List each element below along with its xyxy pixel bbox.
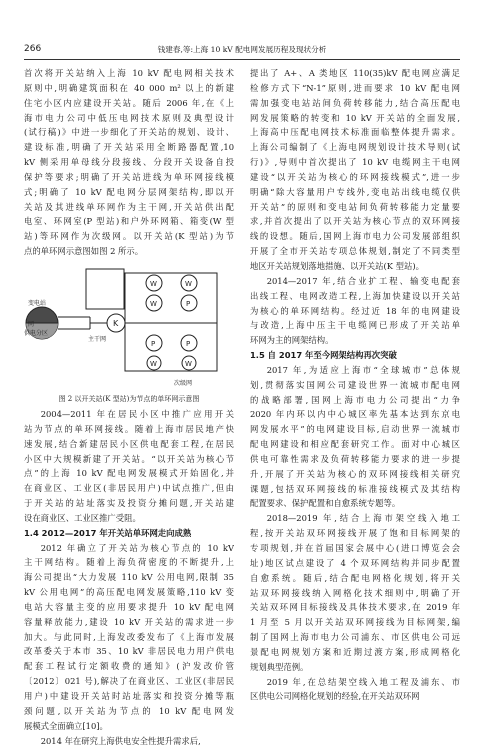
text-line: 配套工程试行定额收费的通知》(沪发改价管 xyxy=(24,661,234,672)
text-line: 1 月至 5 月以开关站双环网接线为目标网架,编 xyxy=(250,617,460,628)
text-line: 容量释放能力,建设 10 kV 开关站的需求进一步 xyxy=(24,616,234,627)
text-line: 检修方式下“N-1”原则,进而要求 10 kV 配电网 xyxy=(250,82,460,93)
label-partition-2: 供电分区 xyxy=(24,329,49,337)
text-line: 2019 年,在总结架空线入地工程及浦东、市 xyxy=(266,676,460,687)
text-line: 式;明确了 10 kV 配电网分层网架结构,即以开 xyxy=(24,186,234,197)
svg-text:W: W xyxy=(150,359,157,368)
paragraph-open-switch-station xyxy=(24,66,234,259)
header-rule xyxy=(24,59,460,60)
text-line: 供电可靠性需求及负荷转移能力要求的进一步提 xyxy=(250,453,460,464)
running-title: 钱建春,等:上海 10 kV 配电网发展历程及现状分析 xyxy=(157,45,327,54)
page-number: 266 xyxy=(24,44,42,54)
text-line: 2004—2011 年在居民小区中推广应用开关 xyxy=(40,408,234,419)
text-line: 自愈系统。随后,结合配电网格化规划,将开关 xyxy=(250,572,460,583)
text-line: 电室、环网室(P 型站)和户外环网箱、箱变(W 型 xyxy=(24,216,234,227)
svg-text:P: P xyxy=(186,299,191,308)
text-line: 提出了 A+、A 类地区 110(35)kV 配电网应满足 xyxy=(250,68,460,78)
text-line: 关站及其进线单环网作为主干网,开关站供出配 xyxy=(24,201,234,212)
w-node-4 xyxy=(147,356,161,370)
p-node-1 xyxy=(181,295,197,311)
text-line: 划,贯彻落实国网公司建设世界一流城市配电网 xyxy=(250,379,460,390)
svg-text:P: P xyxy=(186,339,191,348)
svg-text:W: W xyxy=(150,299,157,308)
w-node-3 xyxy=(146,295,162,311)
running-header xyxy=(24,44,460,58)
text-line: 地区开关站规划落地措施、以开关站(K 型站)。 xyxy=(250,260,424,271)
text-line: 上海高中压配电网技术标准面临整体提升需求。 xyxy=(250,127,460,138)
label-partition-1: 同一 xyxy=(28,320,41,328)
text-line: 在商业区、工业区(非居民用户)中试点推广,但由 xyxy=(24,483,234,494)
text-line: 改革委关于本市 35、10 kV 非居民电力用户供电 xyxy=(24,646,234,657)
text-line: 行)》,导则中首次提出了 10 kV 电缆网主干电网 xyxy=(250,157,460,168)
text-line: 原则中,明确建筑面积在 40 000 m² 以上的新建 xyxy=(24,82,234,93)
text-line: (试行稿)》中进一步细化了开关站的规划、设计、 xyxy=(24,127,234,138)
p-node-2 xyxy=(146,335,162,351)
text-line: 线的设想。随后,国网上海市电力公司发展部组织 xyxy=(250,231,460,242)
paragraph-2012-2017 xyxy=(24,541,234,748)
text-line: 海市电力公司中低压电网技术原则及典型设计 xyxy=(24,112,234,123)
text-line: 与改造,上海中压主干电缆网已形成了开关站单 xyxy=(250,320,460,331)
paragraph-2017-onward xyxy=(250,363,460,704)
svg-text:P: P xyxy=(151,339,156,348)
paragraph-2004-2011 xyxy=(24,407,234,526)
text-line: 2014 年在研究上海供电安全性提升需求后, xyxy=(40,735,201,746)
text-line: 求,并首次提出了以开关站为核心节点的双环网接 xyxy=(250,216,460,227)
text-line: 环网为主的网架结构。 xyxy=(250,335,334,346)
text-line: 程,按开关站双环网接线开展了饱和目标网架的 xyxy=(250,528,460,539)
text-line: 设在商业区、工业区推广受阻。 xyxy=(24,512,141,523)
label-substation: 变电站 xyxy=(28,299,47,307)
text-line: 〔2012〕021 号),解决了在商业区、工业区(非居民 xyxy=(24,676,234,687)
text-line: 升,开展了开关站为核心的双环网接线相关研究 xyxy=(250,468,460,479)
text-line: 站为节点的单环网接线。随着上海市居民地产快 xyxy=(24,423,234,434)
text-line: 关站双环网目标接线及具体技术要求,在 2019 年 xyxy=(250,602,460,613)
w-node-1 xyxy=(146,275,162,291)
svg-text:W: W xyxy=(185,279,192,288)
svg-text:W: W xyxy=(185,359,192,368)
text-line: 址)地区试点建设了 4 个双环网结构并同步配置 xyxy=(250,557,460,568)
text-line: 开关站”的原则和变电站间负荷转移能力定量要 xyxy=(250,201,460,212)
upper-ring xyxy=(86,269,124,309)
text-line: 网发展水平”的电网建设目标,启动世界一流城市 xyxy=(250,424,460,435)
text-line: 首次将开关站纳入上海 10 kV 配电网相关技术 xyxy=(24,68,234,78)
text-line: 2014—2017 年,结合业扩工程、输变电配套 xyxy=(266,275,460,286)
left-column xyxy=(24,66,234,748)
text-line: 展模式全面确立[10]。 xyxy=(24,720,108,731)
label-secondary: 次级网 xyxy=(174,379,193,387)
p-node-3 xyxy=(181,335,197,351)
k-station-node xyxy=(107,314,125,332)
w-node-5 xyxy=(182,356,196,370)
text-line: 海公司提出“大力发展 110 kV 公用电网,限制 35 xyxy=(24,572,234,583)
text-line: 小区中大规模新建了开关站。“以开关站为核心节 xyxy=(24,453,234,464)
text-line: 需加强变电站站间负荷转移能力,结合高压配电 xyxy=(250,97,460,108)
text-line: 点的单环网示意图如图 2 所示。 xyxy=(24,246,144,257)
text-line: 课题,包括双环网接线的标准接线模式及其结构 xyxy=(250,483,460,494)
text-line: 规划典型范例。 xyxy=(250,661,309,672)
text-line: 出线工程、电网改造工程,上海加快建设以开关站 xyxy=(250,290,460,301)
text-line: 颈问题,以开关站为节点的 10 kV 配电网发 xyxy=(24,705,234,716)
text-line: kV 公用电网”的高压配电网发展策略,110 kV 变 xyxy=(24,587,234,598)
text-line: 于开关站的站址落实及投资分摊问题,开关站建 xyxy=(24,498,234,509)
text-line: 用户)中建设开关站时站址落实和投资分摊等瓶 xyxy=(24,691,234,701)
text-line: kV 侧采用单母线分段接线、分段开关设备自投 xyxy=(24,157,234,168)
text-line: 站双环网接线纳入网格化技术细则中,明确了开 xyxy=(250,587,460,598)
text-line: 的战略部署,国网上海市电力公司提出“力争 xyxy=(250,394,460,405)
text-line: 上海公司编制了《上海电网规划设计技术导则(试 xyxy=(250,142,460,153)
text-line: 2020 年内环以内中心城区率先基本达到东京电 xyxy=(250,409,460,420)
text-line: 配置要求、保护配置和自愈系统专题等。 xyxy=(250,498,401,509)
section-heading-1-5: 1.5 自 2017 年至今网架结构再次突破 xyxy=(250,350,397,361)
text-line: 明确“除大容量用户专线外,变电站出线电缆仅供 xyxy=(250,186,460,197)
text-line: 开展了全市开关站专项总体规划,制定了不同类型 xyxy=(250,246,460,257)
paragraph-2014-standards xyxy=(250,66,460,348)
text-line: 住宅小区内应建设开关站。随后 2006 年,在《上 xyxy=(24,97,234,108)
right-column xyxy=(250,66,460,704)
text-line: 专项规划,并在首届国家会展中心(进口博览会会 xyxy=(250,543,460,553)
svg-text:W: W xyxy=(150,279,157,288)
text-line: 景配电网规划方案和近期过渡方案,形成网格化 xyxy=(250,646,460,657)
text-line: 建设标准,明确了开关站采用全断路器配置,10 xyxy=(24,142,234,153)
single-ring-diagram xyxy=(24,259,234,391)
text-line: 2018—2019 年,结合上海市架空线入地工 xyxy=(266,513,460,524)
text-line: 区供电公司网格化规划的经验,在开关站双环网 xyxy=(250,691,420,702)
secondary-ring-frame xyxy=(125,273,217,371)
text-line: 制了国网上海市电力公司浦东、市区供电公司远 xyxy=(250,632,460,643)
figure-2 xyxy=(24,259,234,391)
figure-caption: 图 2 以开关站(K 型站)为节点的单环网示意图 xyxy=(58,394,200,403)
text-line: 点”的上海 10 kV 配电网发展模式开始固化,并 xyxy=(24,468,234,479)
w-node-2 xyxy=(181,275,197,291)
text-line: 配电网建设和相应配套研究工作。面对中心城区 xyxy=(250,439,460,450)
text-line: 网发展策略的转变和 10 kV 开关站的全面发展, xyxy=(250,112,460,123)
text-line: 2012 年确立了开关站为核心节点的 10 kV xyxy=(40,542,234,553)
text-line: 速发展,结合新建居民小区供电配套工程,在居民 xyxy=(24,438,234,449)
text-line: 电站大容量主变的应用要求提升 10 kV 配电网 xyxy=(24,601,234,612)
section-heading-1-4: 1.4 2012—2017 年开关站单环网走向成熟 xyxy=(24,527,192,538)
node-k-label: K xyxy=(113,318,119,328)
text-line: 站)等环网作为次级网。以开关站(K 型站)为节 xyxy=(24,231,234,242)
text-line: 加大。与此同时,上海发改委发布了《上海市发展 xyxy=(24,631,234,642)
label-trunk: 主干网 xyxy=(88,335,107,343)
text-line: 建设“以开关站为核心的环网接线模式”,进一步 xyxy=(250,171,460,182)
text-line: 保护等要求;明确了开关站进线为单环网接线模 xyxy=(24,171,234,182)
text-line: 2017 年,为适应上海市“全球城市”总体规 xyxy=(266,364,460,375)
text-line: 主干网结构。随着上海负荷密度的不断提升,上 xyxy=(24,557,234,568)
text-line: 为核心的单环网结构。经过近 18 年的电网建设 xyxy=(250,305,460,316)
